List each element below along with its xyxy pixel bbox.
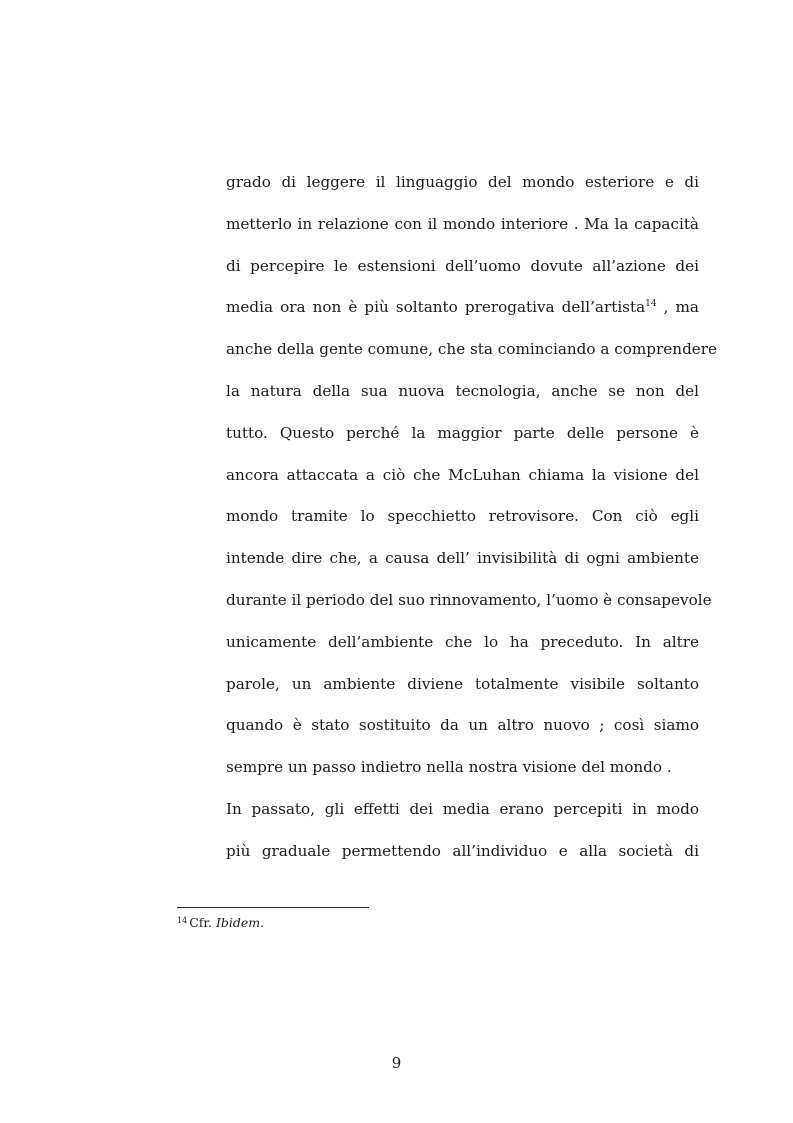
footnote: [177, 915, 264, 931]
text-line: sempre un passo indietro nella nostra visione del mondo .: [226, 758, 672, 777]
text-segment: , ma: [656, 298, 699, 317]
text-line: ancora attaccata a ciò che McLuhan chiama la visione del: [226, 465, 699, 484]
text-line: In passato, gli effetti dei media erano percepiti in modo: [226, 799, 699, 818]
footnote-reference[interactable]: 14: [645, 299, 657, 310]
text-line: mondo tramite lo specchietto retrovisore. Con ciò egli: [226, 507, 699, 526]
text-line: la natura della sua nuova tecnologia, anche se non del: [226, 381, 699, 400]
footnote-prefix: Cfr.: [189, 915, 216, 930]
text-line: intende dire che, a causa dell’ invisibilità di ogni ambiente: [226, 549, 699, 568]
footnote-italic-text: Ibidem.: [215, 915, 265, 930]
footnote-number: 14: [177, 916, 188, 925]
text-line: quando è stato sostituito da un altro nuovo ; così siamo: [226, 716, 699, 735]
text-line: durante il periodo del suo rinnovamento, l’uomo è consapevole: [226, 590, 712, 609]
text-line: di percepire le estensioni dell’uomo dovute all’azione dei: [226, 256, 699, 275]
text-line: tutto. Questo perché la maggior parte delle persone è: [226, 423, 699, 442]
page-number: 9: [391, 1054, 402, 1072]
text-line: parole, un ambiente diviene totalmente visibile soltanto: [226, 674, 699, 693]
text-line: grado di leggere il linguaggio del mondo esteriore e di: [226, 173, 699, 191]
text-line-with-footnote-ref: [226, 289, 699, 331]
text-line: unicamente dell’ambiente che lo ha preceduto. In altre: [226, 632, 699, 651]
footnote-separator: [177, 907, 369, 908]
text-line: più graduale permettendo all’individuo e alla società di: [226, 841, 699, 860]
body-text: [226, 164, 718, 875]
text-segment: media ora non è più soltanto prerogativa dell’artista: [226, 298, 646, 317]
text-line: metterlo in relazione con il mondo interiore . Ma la capacità: [226, 214, 699, 233]
text-line: anche della gente comune, che sta cominciando a comprendere: [226, 340, 718, 359]
